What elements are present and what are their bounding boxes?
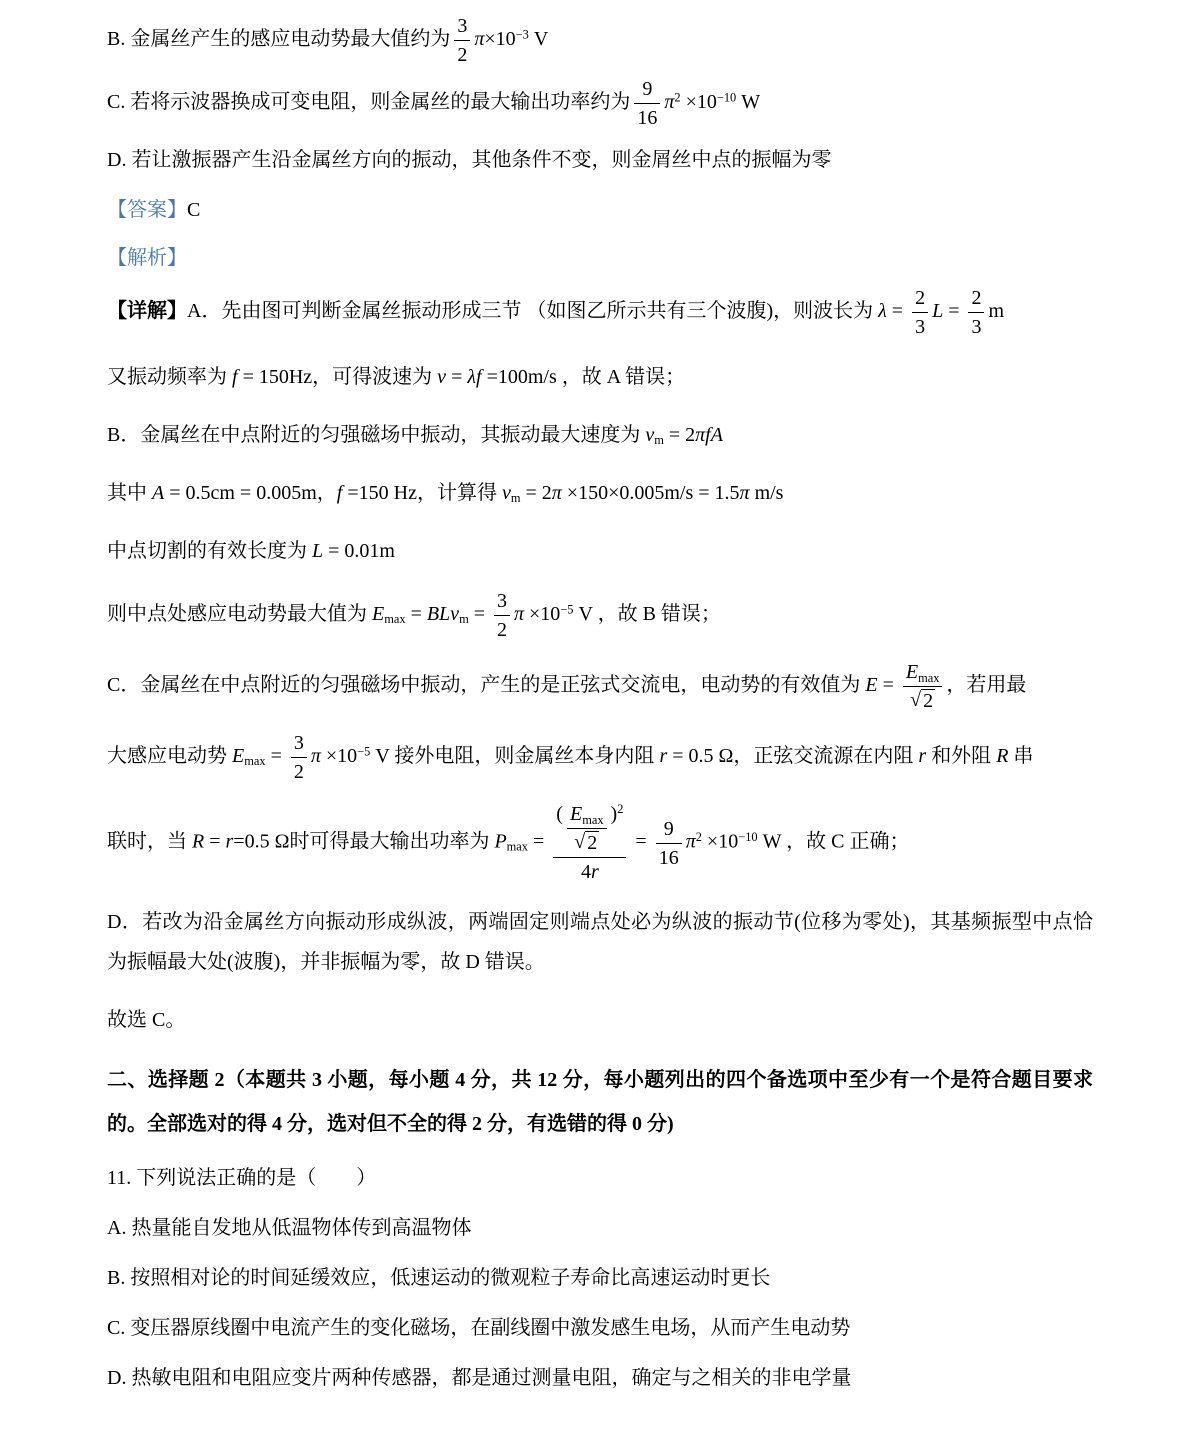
text-run: =150 Hz，计算得 [342, 482, 502, 504]
text-run: 串 [1008, 745, 1034, 768]
fraction-numerator [634, 77, 660, 104]
subscript [654, 433, 664, 447]
text-run: B. 按照相对论的时间延缓效应，低速运动的微观粒子寿命比高速运动时更长 [107, 1267, 771, 1289]
text-run: 二、选择题 2（本题共 3 小题，每小题 4 分，共 12 分，每小题列出的四个备选项中至少有一个是符合题目要求的。全部选对的得 4 分，选对但不全的得 2 分，有选错的得 0 分) [107, 1069, 1093, 1135]
text-run: = [446, 366, 468, 388]
text-run: V ，故 B 错误； [573, 603, 721, 626]
text-run: −5 [357, 744, 371, 759]
text-run: 中点切割的有效长度为 [107, 540, 312, 562]
text-run: 2 [496, 619, 507, 641]
text-run: 则中点处感应电动势最大值为 [107, 603, 372, 626]
option-b [107, 14, 1093, 67]
superscript [560, 602, 573, 616]
fraction-numerator [968, 286, 984, 313]
text-run: r [659, 745, 668, 768]
square-root [910, 689, 935, 713]
fraction-denominator [912, 313, 928, 339]
text-run: A．先由图可判断金属丝振动形成三节 （如图乙所示共有三个波腹)，则波长为 [187, 300, 879, 323]
fraction [553, 802, 626, 884]
text-run: 2 [617, 801, 624, 816]
text-run: ×10 [524, 603, 561, 626]
radicand [585, 831, 599, 855]
fraction-denominator [968, 313, 984, 339]
text-run: π [513, 603, 525, 626]
fraction-numerator [656, 817, 682, 844]
detail-b-3 [107, 531, 1093, 571]
fraction [903, 660, 943, 713]
text-run: v [501, 482, 511, 504]
text-run: ( [556, 803, 563, 825]
superscript [357, 744, 370, 758]
text-run: E [865, 674, 878, 697]
detail-c-3 [107, 802, 1093, 884]
fraction-numerator [553, 802, 626, 858]
text-run: ×10 [701, 830, 739, 853]
text-run: V [528, 28, 549, 51]
fraction [454, 14, 470, 67]
text-run: = 0.5 Ω，正弦交流源在内阻 [667, 745, 919, 768]
text-run: A [152, 482, 165, 504]
text-run: = 0.01m [323, 540, 395, 562]
question-11 [107, 1158, 1093, 1198]
text-run: 和外阻 [926, 745, 997, 768]
text-run: E [232, 745, 245, 768]
fraction-denominator [553, 858, 626, 884]
text-run: πfA [695, 424, 723, 446]
text-run: f [232, 366, 238, 388]
superscript [738, 830, 757, 844]
text-run: 其中 [107, 482, 152, 504]
detail-a-2 [107, 357, 1093, 397]
text-run: ×10 [320, 745, 358, 768]
text-run: π [664, 91, 675, 114]
text-run: = [468, 603, 490, 626]
text-run: ×10 [484, 28, 516, 51]
fraction [968, 286, 984, 339]
fraction-denominator [567, 829, 607, 855]
text-run: E [372, 603, 385, 626]
text-run: −10 [716, 90, 737, 105]
text-run: 4 [580, 861, 591, 883]
text-run: 【解析】 [107, 247, 187, 269]
fraction-numerator [454, 14, 470, 41]
option-c [107, 77, 1093, 130]
text-run: m/s [749, 482, 784, 504]
square-root [574, 831, 599, 855]
text-run: 2 [971, 287, 982, 309]
text-run: = 2 [663, 424, 696, 446]
text-run: BLv [426, 603, 460, 626]
text-run: −3 [515, 27, 529, 42]
detail-d [107, 902, 1093, 982]
text-run: 16 [637, 107, 658, 129]
text-run: max [384, 612, 406, 627]
text-run: 16 [658, 846, 679, 869]
text-run: −5 [560, 602, 574, 617]
text-run: = [877, 674, 899, 697]
detail-a-1 [107, 286, 1093, 339]
text-run: ) [610, 803, 618, 825]
text-run: 联时，当 [107, 830, 192, 853]
text-run: = [886, 300, 909, 323]
radicand [921, 689, 935, 713]
detail-b-1 [107, 415, 1093, 455]
text-run: m [654, 433, 664, 448]
conclusion [107, 1000, 1093, 1040]
text-run: 故选 C。 [107, 1009, 186, 1031]
text-run: r [918, 745, 927, 768]
subscript [507, 840, 528, 854]
text-run: π [310, 745, 321, 768]
text-run: r [225, 830, 234, 853]
text-run: =0.5 Ω时可得最大输出功率为 [233, 830, 495, 853]
fraction [291, 731, 307, 784]
text-run: 3 [915, 316, 926, 338]
text-run: 11. 下列说法正确的是（ ） [107, 1167, 377, 1189]
text-run: r [590, 861, 599, 883]
text-run: 又振动频率为 [107, 366, 232, 388]
text-run: W ，故 C 正确； [757, 830, 910, 853]
text-run: E [905, 661, 919, 683]
fraction-numerator [494, 589, 510, 616]
detail-c-2 [107, 731, 1093, 784]
text-run: max [244, 754, 266, 769]
text-run: A. 热量能自发地从低温物体传到高温物体 [107, 1217, 472, 1239]
text-run: = 150Hz，可得波速为 [237, 366, 438, 388]
text-run: =100m/s ，故 A 错误； [481, 366, 686, 388]
analysis-label [107, 238, 1093, 278]
fraction-denominator [656, 844, 682, 870]
text-run: 3 [293, 732, 304, 754]
document-body [107, 14, 1093, 1398]
text-run: P [494, 830, 507, 853]
text-run: max [506, 839, 529, 854]
fraction [494, 589, 510, 642]
detail-b-4 [107, 589, 1093, 642]
text-run: 3 [496, 590, 507, 612]
text-run: 大感应电动势 [107, 745, 232, 768]
text-run: D. 若让激振器产生沿金属丝方向的振动，其他条件不变，则金屑丝中点的振幅为零 [107, 149, 832, 171]
superscript [717, 90, 736, 104]
text-run: v [437, 366, 447, 388]
fraction-denominator [494, 616, 510, 642]
text-run: V 接外电阻，则金属丝本身内阻 [370, 745, 660, 768]
subscript [459, 612, 469, 626]
text-run: = [528, 830, 550, 853]
subscript [582, 814, 603, 826]
option-d [107, 140, 1093, 180]
subscript [384, 612, 405, 626]
text-run: E [569, 803, 583, 825]
text-run: = [943, 300, 965, 323]
fraction-numerator [291, 731, 307, 758]
detail-c-1 [107, 660, 1093, 713]
text-run: 【详解】 [107, 300, 187, 323]
text-run: π [685, 830, 696, 853]
text-run: R [996, 745, 1009, 768]
text-run: 2 [695, 829, 702, 844]
text-run: π [474, 28, 485, 51]
text-run: ，若用最 [946, 674, 1027, 697]
text-run: = [204, 830, 226, 853]
fraction-denominator [634, 104, 660, 130]
text-run: 3 [971, 316, 982, 338]
text-run: 2 [923, 690, 934, 712]
text-run: R [192, 830, 205, 853]
subscript [244, 754, 265, 768]
text-run: C [187, 199, 201, 221]
text-run: W [736, 91, 761, 114]
text-run: = 0.5cm = 0.005m， [164, 482, 337, 504]
text-run: λf [467, 366, 482, 388]
text-run: 2 [674, 90, 681, 105]
text-run: = [265, 745, 287, 768]
text-run: B. 金属丝产生的感应电动势最大值约为 [107, 28, 451, 51]
q11-option-a [107, 1208, 1093, 1248]
text-run: 9 [642, 78, 653, 100]
q11-option-b [107, 1258, 1093, 1298]
fraction-denominator [903, 687, 943, 713]
text-run: = [405, 603, 427, 626]
text-run: λ [878, 300, 887, 323]
text-run: f [336, 482, 343, 504]
text-run: D．若改为沿金属丝方向振动形成纵波，两端固定则端点处必为纵波的振动节(位移为零处)，其基频振型中点恰为振幅最大处(波腹)，并非振幅为零，故 D 错误。 [107, 911, 1093, 973]
fraction-denominator [454, 41, 470, 67]
text-run: 2 [915, 287, 926, 309]
text-run: max [582, 812, 604, 827]
text-run: m [988, 300, 1005, 323]
text-run: 3 [457, 15, 468, 37]
section-heading [107, 1058, 1093, 1146]
text-run: = [630, 830, 652, 853]
text-run: 2 [457, 44, 468, 66]
text-run: 9 [663, 817, 674, 840]
radical-sign: √ [574, 831, 586, 853]
fraction [634, 77, 660, 130]
text-run: C．金属丝在中点附近的匀强磁场中振动，产生的是正弦式交流电，电动势的有效值为 [107, 674, 866, 697]
q11-option-c [107, 1308, 1093, 1348]
fraction [567, 802, 607, 855]
text-run: = 2 [520, 482, 552, 504]
fraction-numerator [903, 660, 943, 687]
radical-sign: √ [910, 689, 922, 711]
text-run: ×10 [680, 91, 717, 114]
fraction [656, 817, 682, 870]
text-run: C. 变压器原线圈中电流产生的变化磁场，在副线圈中激发感生电场，从而产生电动势 [107, 1317, 851, 1339]
text-run: 2 [293, 761, 304, 783]
superscript [516, 27, 529, 41]
text-run: m [459, 612, 469, 627]
text-run: 【答案】 [107, 199, 187, 221]
text-run: v [645, 424, 655, 446]
text-run: B．金属丝在中点附近的匀强磁场中振动，其振动最大速度为 [107, 424, 646, 446]
superscript [617, 803, 623, 815]
text-run: ×150×0.005m/s = 1.5 [561, 482, 740, 504]
text-run: 2 [587, 832, 598, 854]
text-run: π [739, 482, 750, 504]
text-run: m [510, 491, 521, 506]
subscript [918, 672, 939, 684]
answer-line [107, 190, 1093, 230]
text-run: L [932, 300, 944, 323]
detail-b-2 [107, 473, 1093, 513]
fraction [912, 286, 928, 339]
text-run: max [918, 670, 940, 685]
text-run: C. 若将示波器换成可变电阻，则金属丝的最大输出功率约为 [107, 91, 631, 114]
fraction-numerator [567, 802, 607, 829]
text-run: −10 [738, 829, 758, 844]
text-run: L [312, 540, 324, 562]
text-run: π [551, 482, 562, 504]
q11-option-d [107, 1358, 1093, 1398]
fraction-denominator [291, 758, 307, 784]
text-run: D. 热敏电阻和电阻应变片两种传感器，都是通过测量电阻，确定与之相关的非电学量 [107, 1367, 852, 1389]
fraction-numerator [912, 286, 928, 313]
